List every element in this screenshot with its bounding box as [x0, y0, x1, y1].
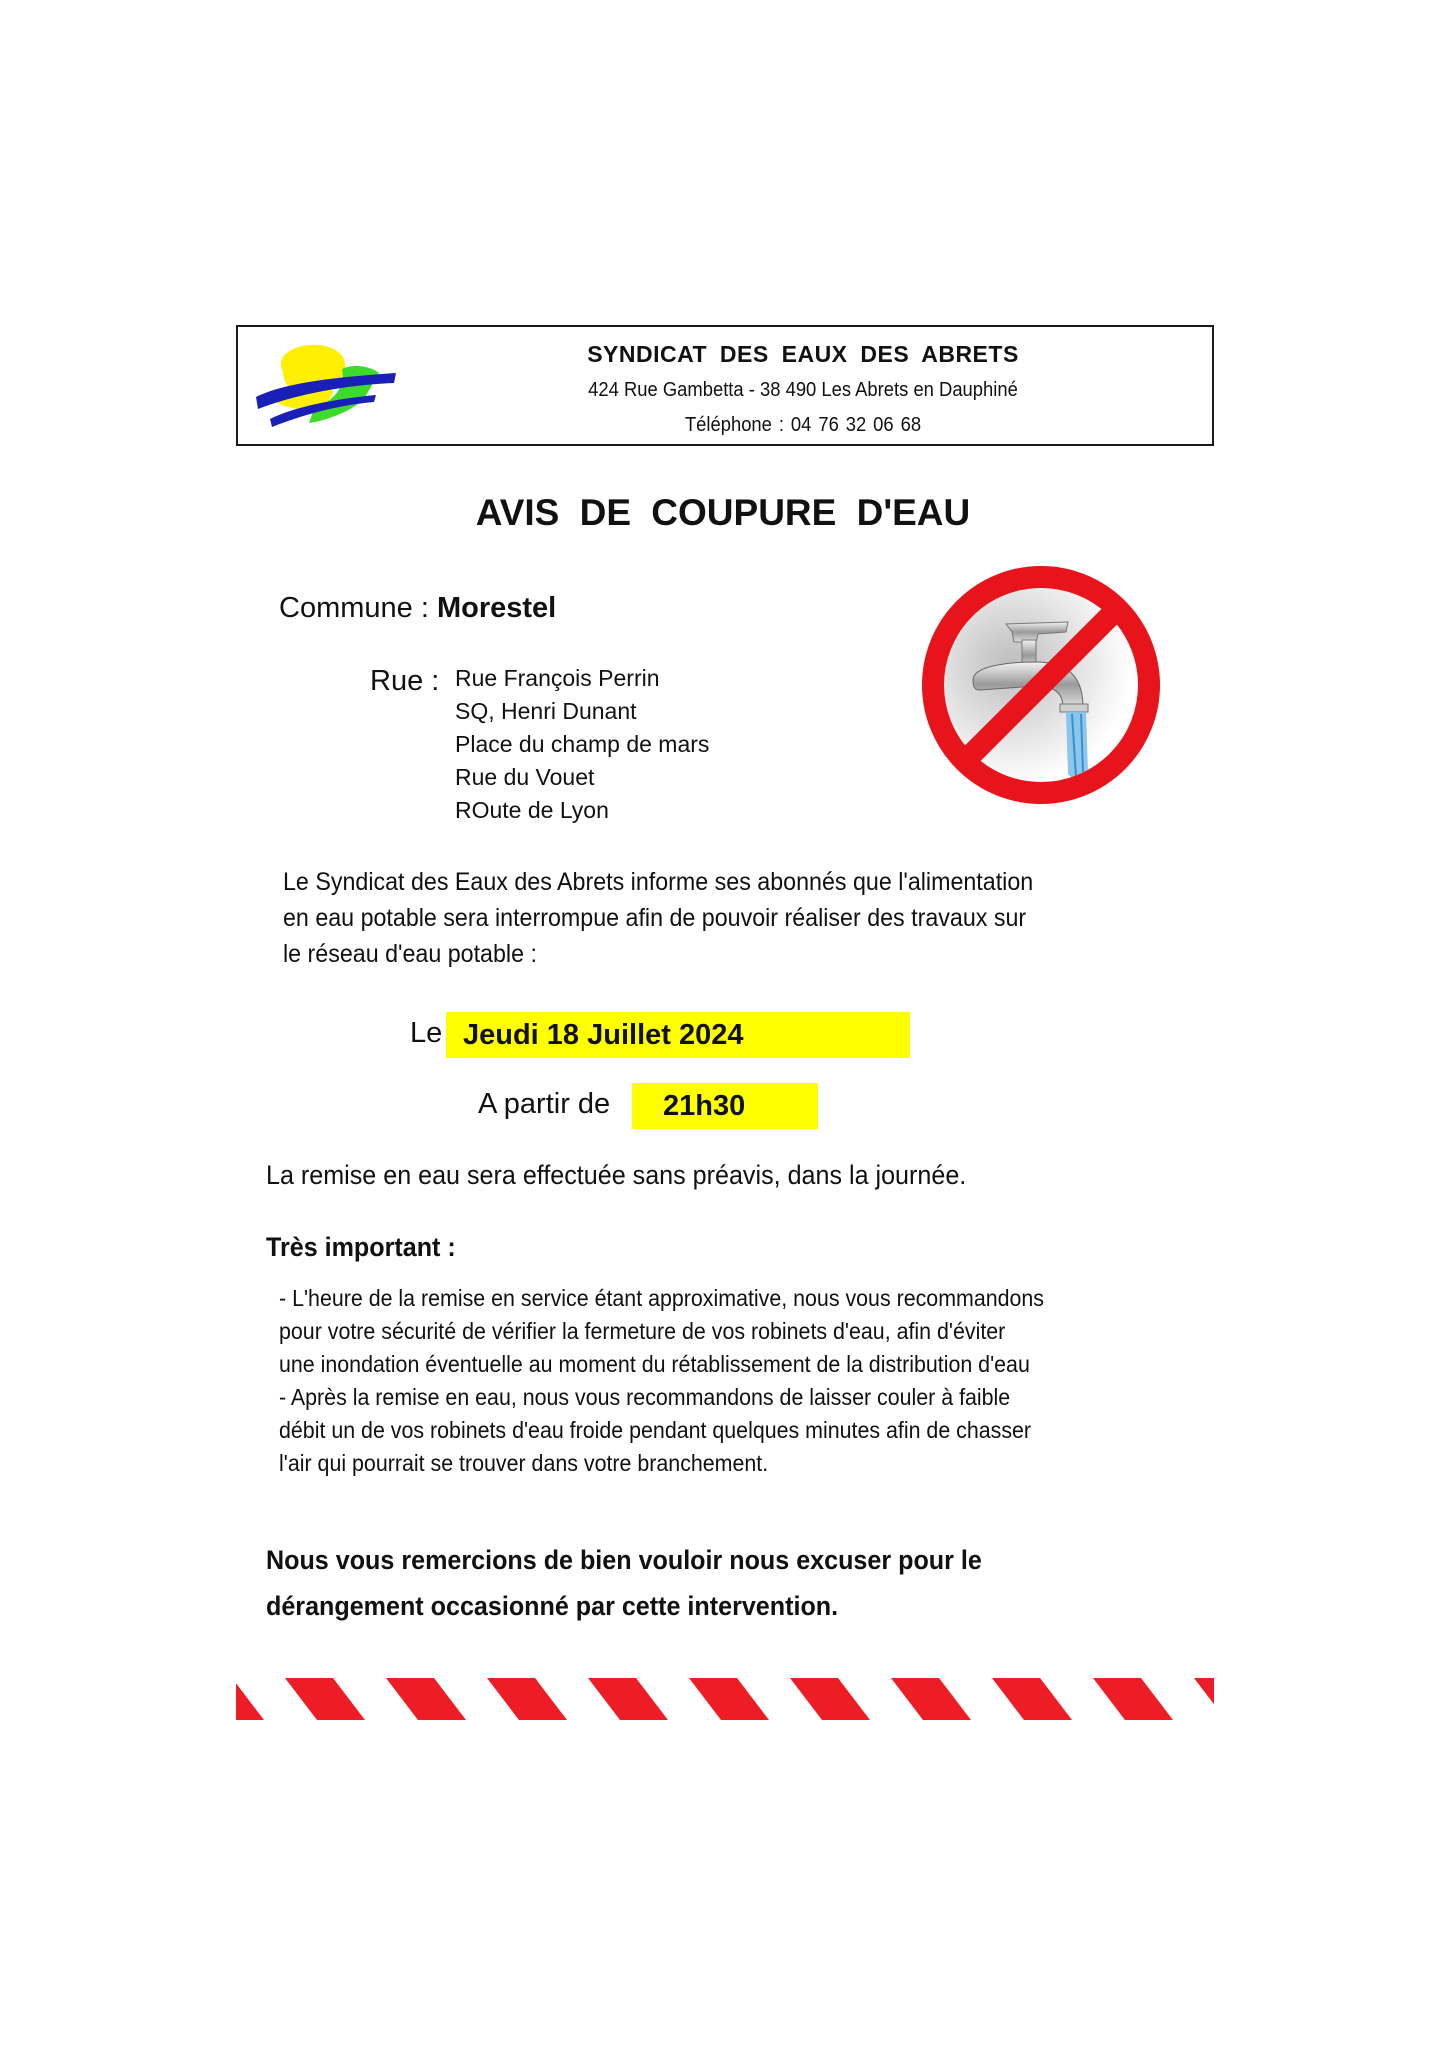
time-highlight [632, 1083, 818, 1129]
no-water-tap-icon [918, 562, 1164, 808]
hazard-stripe [386, 1678, 466, 1720]
org-address: 424 Rue Gambetta - 38 490 Les Abrets en Dauphiné [588, 379, 1018, 401]
bullet-line: une inondation éventuelle au moment du rétablissement de la distribution d'eau [279, 1351, 1030, 1377]
street-item: ROute de Lyon [455, 797, 609, 823]
hazard-stripe [1093, 1678, 1173, 1720]
hazard-stripe [992, 1678, 1072, 1720]
bullet-line: - Après la remise en eau, nous vous recommandons de laisser couler à faible [279, 1384, 1011, 1410]
hazard-stripe [236, 1678, 264, 1720]
date-highlight [446, 1012, 910, 1058]
page-title: AVIS DE COUPURE D'EAU [475, 492, 971, 533]
closing-line: Nous vous remercions de bien vouloir nous excuser pour le [266, 1545, 982, 1575]
hazard-stripe [487, 1678, 567, 1720]
intro-paragraph [283, 864, 1120, 972]
commune-row [279, 592, 556, 625]
street-item: Place du champ de mars [455, 731, 710, 757]
hazard-stripe [790, 1678, 870, 1720]
bullet-line: - L'heure de la remise en service étant approximative, nous vous recommandons [279, 1285, 1045, 1311]
hazard-stripe [689, 1678, 769, 1720]
intro-line: Le Syndicat des Eaux des Abrets informe ses abonnés que l'alimentation [283, 868, 1034, 896]
date-prefix: Le [410, 1017, 443, 1049]
intro-line: en eau potable sera interrompue afin de pouvoir réaliser des travaux sur [283, 904, 1027, 932]
rue-label: Rue : [370, 665, 440, 697]
important-bullets [279, 1282, 1044, 1480]
org-phone: Téléphone : 04 76 32 06 68 [684, 414, 922, 436]
street-item: SQ, Henri Dunant [455, 698, 637, 724]
important-heading: Très important : [266, 1232, 456, 1262]
bullet-line: l'air qui pourrait se trouver dans votre branchement. [279, 1450, 769, 1476]
hazard-stripe [285, 1678, 365, 1720]
header-box [236, 325, 1214, 446]
street-list [455, 662, 709, 827]
hazard-stripe [588, 1678, 668, 1720]
bullet-line: débit un de vos robinets d'eau froide pendant quelques minutes afin de chasser [279, 1417, 1032, 1443]
bullet-line: pour votre sécurité de vérifier la fermeture de vos robinets d'eau, afin d'éviter [279, 1318, 1006, 1344]
time-value: 21h30 [663, 1090, 746, 1122]
time-prefix: A partir de [478, 1088, 611, 1120]
remise-notice: La remise en eau sera effectuée sans préavis, dans la journée. [266, 1160, 967, 1190]
commune-label: Commune : [279, 592, 437, 624]
closing-message [266, 1537, 982, 1629]
street-item: Rue François Perrin [455, 665, 660, 691]
commune-value: Morestel [436, 592, 557, 624]
date-value: Jeudi 18 Juillet 2024 [463, 1019, 744, 1051]
street-item: Rue du Vouet [455, 764, 595, 790]
hazard-stripe-band [236, 1678, 1214, 1720]
hazard-stripe [1194, 1678, 1214, 1720]
org-name: SYNDICAT DES EAUX DES ABRETS [587, 341, 1019, 367]
intro-line: le réseau d'eau potable : [283, 940, 537, 968]
closing-line: dérangement occasionné par cette intervention. [266, 1591, 839, 1621]
sun-water-logo-icon [254, 339, 399, 431]
hazard-stripe [891, 1678, 971, 1720]
